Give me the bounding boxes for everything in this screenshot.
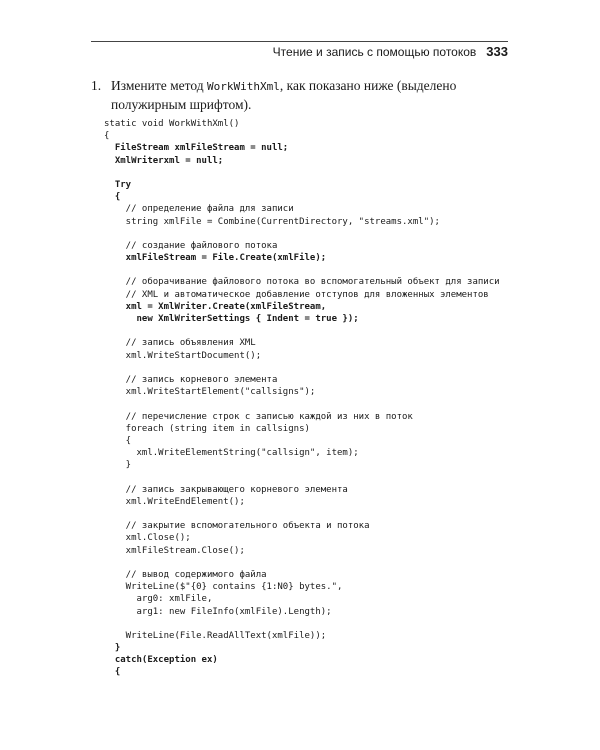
code-line: new XmlWriterSettings { Indent = true }); xyxy=(104,314,359,324)
code-line: // запись объявления XML xyxy=(104,338,256,349)
running-header-title: Чтение и запись с помощью потоков xyxy=(272,45,477,59)
code-listing xyxy=(104,118,524,679)
code-line: // запись закрывающего корневого элемента xyxy=(104,484,348,495)
code-line: // XML и автоматическое добавление отступов для вложенных элементов xyxy=(104,289,489,300)
code-line: // определение файла для записи xyxy=(104,204,294,215)
code-line: } xyxy=(104,460,132,471)
step-number: 1. xyxy=(91,78,102,93)
code-line: // создание файлового потока xyxy=(104,240,278,251)
code-line: arg1: new FileInfo(xmlFile).Length); xyxy=(104,606,332,617)
code-line: WriteLine(File.ReadAllText(xmlFile)); xyxy=(104,630,327,641)
instruction-step xyxy=(91,77,511,114)
code-line: // вывод содержимого файла xyxy=(104,569,267,580)
code-line: { xyxy=(104,192,121,203)
code-line xyxy=(104,264,524,276)
code-line xyxy=(104,167,524,179)
code-line xyxy=(104,362,524,374)
code-line: XmlWriterxml = null; xyxy=(104,155,224,166)
code-line xyxy=(104,398,524,410)
code-line xyxy=(104,325,524,337)
code-line: FileStream xmlFileStream = null; xyxy=(104,143,289,154)
code-line: { xyxy=(104,667,121,678)
code-line: // перечисление строк с записью каждой из них в поток xyxy=(104,411,413,422)
code-line: xml.WriteStartElement("callsigns"); xyxy=(104,387,316,398)
code-line xyxy=(104,228,524,240)
code-line: // оборачивание файлового потока во вспомогательный объект для записи xyxy=(104,277,500,288)
code-line: static void WorkWithXml() xyxy=(104,119,240,129)
code-line: { xyxy=(104,131,110,142)
code-line: xml = XmlWriter.Create(xmlFileStream, xyxy=(104,301,327,312)
code-line xyxy=(104,557,524,569)
step-text xyxy=(111,77,511,114)
page-number: 333 xyxy=(486,44,508,59)
code-line xyxy=(104,471,524,483)
step-text-after: , как показано ниже (выделено полужирным шрифтом). xyxy=(111,78,457,112)
code-line: } xyxy=(104,643,121,654)
code-line: // закрытие вспомогательного объекта и потока xyxy=(104,521,370,532)
code-line: xml.WriteStartDocument(); xyxy=(104,350,262,361)
header-rule xyxy=(91,41,508,42)
code-line: { xyxy=(104,435,132,446)
code-line: xmlFileStream = File.Create(xmlFile); xyxy=(104,253,327,264)
code-line: Try xyxy=(104,179,132,190)
code-line xyxy=(104,508,524,520)
step-text-before: Измените метод xyxy=(111,78,208,93)
running-header xyxy=(273,44,508,59)
step-method-name: WorkWithXml xyxy=(207,80,280,93)
code-line: // запись корневого элемента xyxy=(104,374,278,385)
code-line: xmlFileStream.Close(); xyxy=(104,545,245,556)
code-line: xml.Close(); xyxy=(104,533,191,544)
code-line: arg0: xmlFile, xyxy=(104,594,213,605)
code-line: foreach (string item in callsigns) xyxy=(104,423,310,434)
code-line xyxy=(104,618,524,630)
code-line: string xmlFile = Combine(CurrentDirectory, "streams.xml"); xyxy=(104,216,440,227)
code-line: WriteLine($"{0} contains {1:N0} bytes.", xyxy=(104,582,343,593)
code-line: xml.WriteEndElement(); xyxy=(104,496,245,507)
code-line: xml.WriteElementString("callsign", item); xyxy=(104,448,359,459)
code-line: catch(Exception ex) xyxy=(104,655,218,666)
